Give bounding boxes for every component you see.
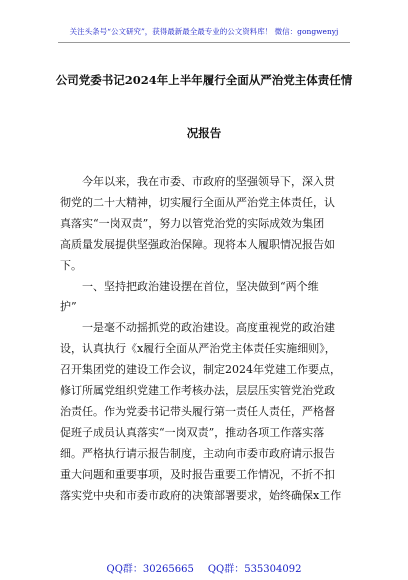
footer-qq-group-2: QQ群：535304092 xyxy=(207,564,302,575)
body-line: 真落实“一岗双责”，努力以管党治党的实际成效为集团 xyxy=(60,217,325,230)
body-line: 治责任。作为党委书记带头履行第一责任人责任，严格督 xyxy=(60,405,335,418)
body-line: 重大问题和重要事项，及时报告重要工作情况，不折不扣 xyxy=(60,468,335,481)
body-line: 设，认真执行《x履行全面从严治党主体责任实施细则》， xyxy=(60,342,336,355)
header-divider xyxy=(58,42,350,43)
body-line: 修订所属党组织党建工作考核办法，层层压实管党治党政 xyxy=(60,384,335,397)
section-heading: 一、坚持把政治建设摆在首位，坚决做到“两个维 xyxy=(82,280,319,293)
body-line: 落实党中央和市委市政府的决策部署要求，始终确保x工作 xyxy=(60,489,342,502)
footer-qq-group-1: QQ群：30265665 xyxy=(106,564,194,575)
body-line: 下。 xyxy=(60,259,82,272)
header-banner: 关注头条号“公文研究”，获得最新最全最专业的公文资料库！ 微信：gongwenyj xyxy=(69,27,339,36)
body-line: 彻党的二十大精神，切实履行全面从严治党主体责任，认 xyxy=(60,196,335,209)
body-line: 一是毫不动摇抓党的政治建设。高度重视党的政治建 xyxy=(82,321,335,334)
section-heading-continued: 护” xyxy=(60,300,77,313)
body-line: 今年以来，我在市委、市政府的坚强领导下，深入贯 xyxy=(82,175,335,188)
body-line: 促班子成员认真落实“一岗双责”，推动各项工作落实落 xyxy=(60,426,325,439)
body-line: 细。严格执行请示报告制度，主动向市委市政府请示报告 xyxy=(60,447,335,460)
body-line: 召开集团党的建设工作会议，制定2024年党建工作要点， xyxy=(60,363,341,376)
document-title: 公司党委书记2024年上半年履行全面从严治党主体责任情 xyxy=(55,73,353,87)
document-title-continued: 况报告 xyxy=(186,126,222,140)
footer-contacts xyxy=(0,560,408,575)
body-line: 高质量发展提供坚强政治保障。现将本人履职情况报告如 xyxy=(60,238,335,251)
